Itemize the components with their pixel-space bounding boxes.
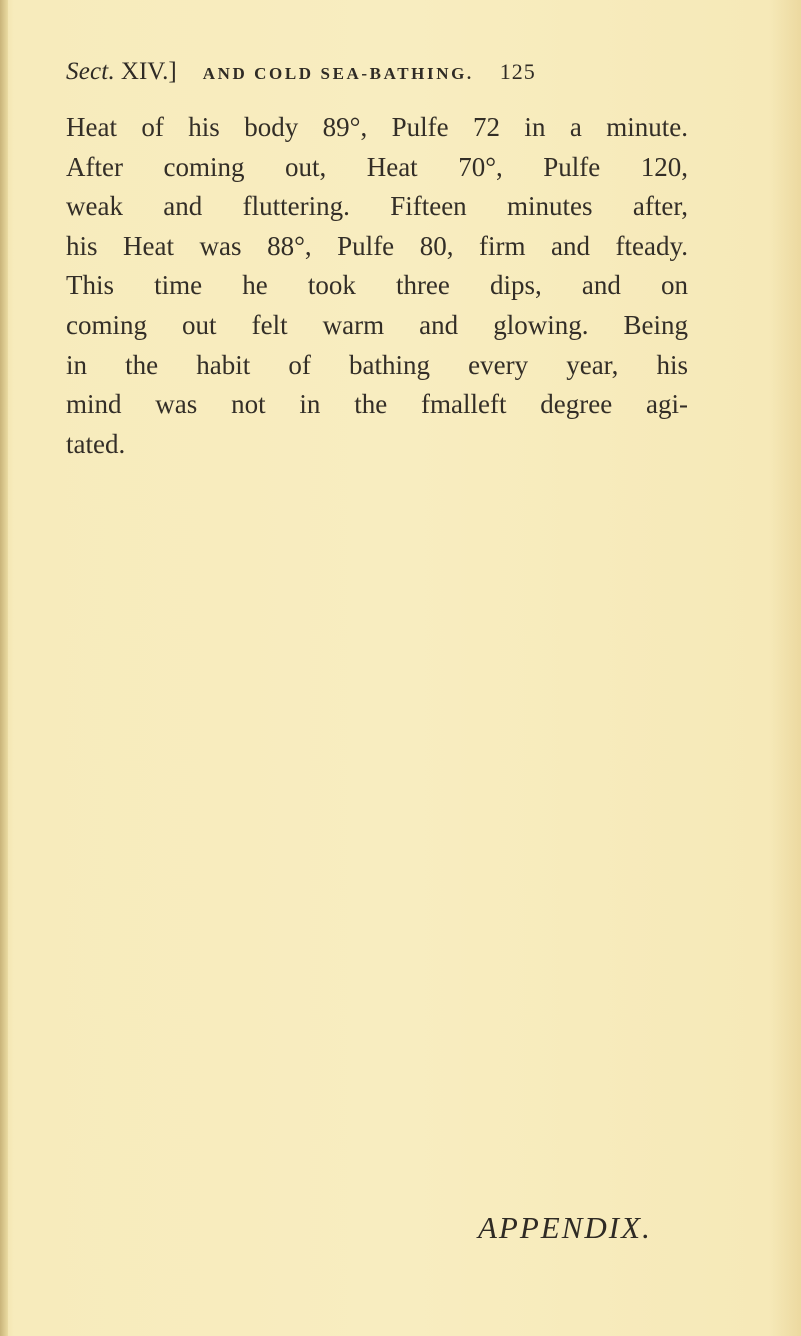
section-label: Sect. (66, 58, 115, 85)
text-line: After coming out, Heat 70°, Pulfe 120, (66, 151, 688, 182)
catchword-appendix: APPENDIX. (478, 1210, 652, 1245)
text-line: Heat of his body 89°, Pulfe 72 in a minute. (66, 112, 688, 142)
text-line: weak and fluttering. Fifteen minutes after, (66, 191, 688, 222)
running-head (66, 58, 686, 98)
text-line: in the habit of bathing every year, his (66, 349, 688, 380)
body-paragraph (66, 108, 688, 464)
running-title: AND COLD SEA-BATHING. (202, 64, 474, 83)
text-line: This time he took three dips, and on (66, 270, 688, 301)
text-line: coming out felt warm and glowing. Being (66, 309, 688, 340)
page-gutter-edge (0, 0, 8, 1336)
text-line: tated. (66, 428, 126, 459)
section-number: XIV.] (120, 58, 177, 85)
text-line: mind was not in the fmalleft degree agi- (66, 389, 688, 420)
text-line: his Heat was 88°, Pulfe 80, firm and fteady. (66, 230, 688, 261)
page-number: 125 (499, 59, 536, 84)
